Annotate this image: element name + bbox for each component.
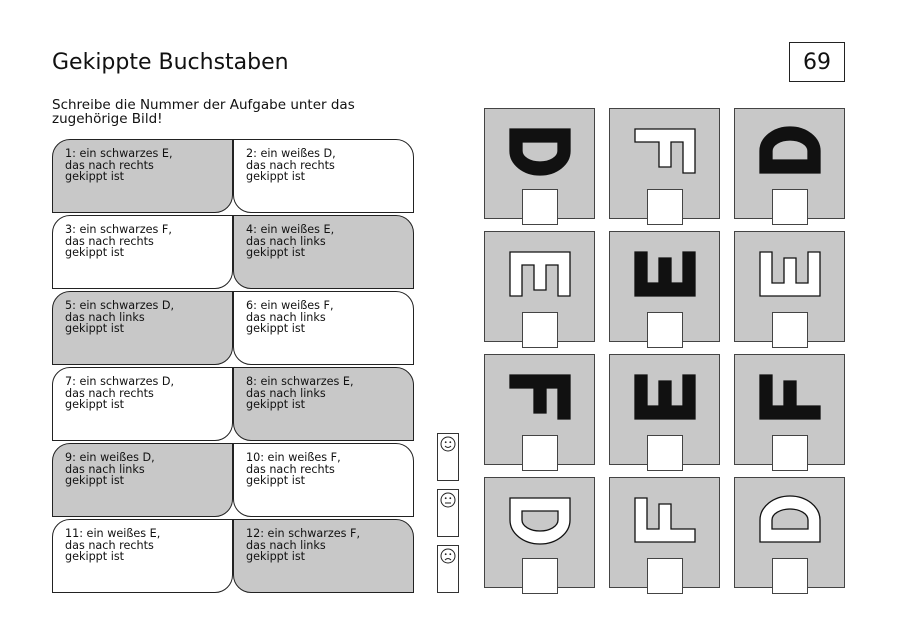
task-card-1	[52, 139, 233, 213]
answer-box[interactable]	[522, 189, 558, 225]
task-text-line: 9: ein weißes D,	[65, 451, 155, 464]
task-text-line: gekippt ist	[246, 398, 306, 411]
task-text-line: gekippt ist	[65, 246, 125, 259]
task-card-3	[52, 215, 233, 289]
task-text-line: 5: ein schwarzes D,	[65, 299, 175, 312]
letter-tile-1	[484, 108, 595, 219]
answer-box[interactable]	[772, 189, 808, 225]
happy-face-icon	[440, 436, 456, 452]
task-text-line: gekippt ist	[65, 322, 125, 335]
task-text-line: 8: ein schwarzes E,	[246, 375, 354, 388]
task-text-line: das nach links	[65, 462, 145, 476]
letter-tile-10	[484, 477, 595, 588]
task-text-line: 11: ein weißes E,	[65, 527, 161, 540]
answer-box[interactable]	[522, 558, 558, 594]
task-text-line: 6: ein weißes F,	[246, 299, 334, 312]
task-text-line: das nach links	[246, 386, 326, 400]
answer-box[interactable]	[647, 189, 683, 225]
task-text-line: das nach rechts	[65, 538, 154, 552]
task-text-line: das nach rechts	[246, 158, 335, 172]
task-card-11	[52, 519, 233, 593]
instruction-text	[52, 98, 392, 126]
answer-box[interactable]	[647, 312, 683, 348]
task-card-8	[233, 367, 414, 441]
task-card-5	[52, 291, 233, 365]
task-text-line: gekippt ist	[246, 322, 306, 335]
task-text-line: gekippt ist	[65, 474, 125, 487]
letter-tile-11	[609, 477, 720, 588]
task-text-line: das nach rechts	[65, 386, 154, 400]
task-text-line: das nach rechts	[246, 462, 335, 476]
task-text-line: gekippt ist	[246, 170, 306, 183]
answer-box[interactable]	[772, 312, 808, 348]
instruction-line-1: Schreibe die Nummer der Aufgabe unter das	[52, 97, 355, 113]
neutral-face-icon	[440, 492, 456, 508]
task-text-line: 1: ein schwarzes E,	[65, 147, 173, 160]
rating-box-2[interactable]	[437, 489, 459, 537]
task-text-line: das nach links	[246, 234, 326, 248]
answer-box[interactable]	[522, 435, 558, 471]
task-text-line: das nach rechts	[65, 158, 154, 172]
task-text-line: gekippt ist	[65, 170, 125, 183]
task-text-line: 12: ein schwarzes F,	[246, 527, 361, 540]
letter-tile-6	[734, 231, 845, 342]
task-card-7	[52, 367, 233, 441]
task-text-line: gekippt ist	[246, 246, 306, 259]
letter-tile-4	[484, 231, 595, 342]
page-title: Gekippte Buchstaben	[52, 50, 289, 75]
task-text-line: 10: ein weißes F,	[246, 451, 341, 464]
task-card-2	[233, 139, 414, 213]
task-card-9	[52, 443, 233, 517]
task-card-6	[233, 291, 414, 365]
answer-box[interactable]	[522, 312, 558, 348]
task-text-line: gekippt ist	[65, 398, 125, 411]
task-text-line: das nach links	[246, 538, 326, 552]
instruction-line-2: zugehörige Bild!	[52, 111, 163, 127]
letter-tile-2	[609, 108, 720, 219]
answer-box[interactable]	[772, 435, 808, 471]
task-text-line: 4: ein weißes E,	[246, 223, 335, 236]
answer-box[interactable]	[647, 558, 683, 594]
task-text-line: das nach rechts	[65, 234, 154, 248]
letter-tile-3	[734, 108, 845, 219]
task-card-12	[233, 519, 414, 593]
letter-tile-12	[734, 477, 845, 588]
sad-face-icon	[440, 548, 456, 564]
task-text-line: gekippt ist	[246, 550, 306, 563]
rating-box-1[interactable]	[437, 433, 459, 481]
letter-tile-5	[609, 231, 720, 342]
task-text-line: 2: ein weißes D,	[246, 147, 336, 160]
answer-box[interactable]	[647, 435, 683, 471]
task-text-line: 7: ein schwarzes D,	[65, 375, 175, 388]
task-text-line: gekippt ist	[246, 474, 306, 487]
task-card-4	[233, 215, 414, 289]
task-text-line: das nach links	[65, 310, 145, 324]
letter-tile-8	[609, 354, 720, 465]
task-text-line: das nach links	[246, 310, 326, 324]
task-text-line: 3: ein schwarzes F,	[65, 223, 172, 236]
task-text-line: gekippt ist	[65, 550, 125, 563]
task-card-10	[233, 443, 414, 517]
letter-tile-9	[734, 354, 845, 465]
rating-box-3[interactable]	[437, 545, 459, 593]
letter-tile-7	[484, 354, 595, 465]
page-number: 69	[789, 42, 845, 82]
answer-box[interactable]	[772, 558, 808, 594]
